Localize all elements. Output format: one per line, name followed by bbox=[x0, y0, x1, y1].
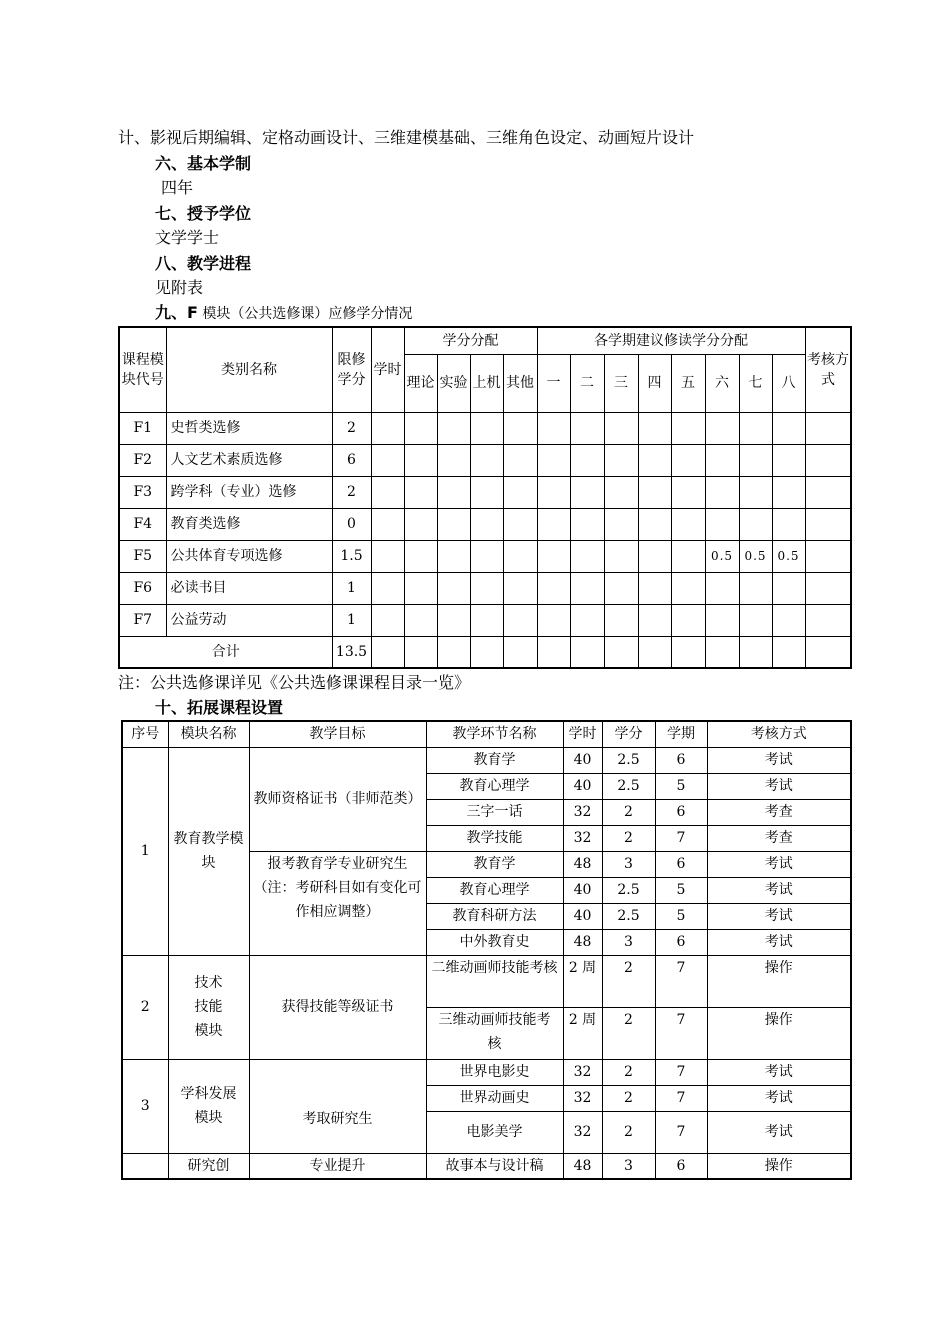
table-row bbox=[122, 1153, 851, 1179]
section-6-body: 四年 bbox=[161, 178, 194, 197]
row-credit: 2.5 bbox=[602, 903, 655, 929]
header-semester-4: 四 bbox=[638, 354, 671, 412]
row-exam: 考试 bbox=[707, 851, 851, 877]
row-name: 人文艺术素质选修 bbox=[166, 444, 332, 476]
row-term: 6 bbox=[655, 747, 707, 773]
group-3-goal: 考取研究生 bbox=[249, 1059, 426, 1153]
row-link-name: 教育心理学 bbox=[426, 773, 563, 799]
table-row bbox=[122, 955, 851, 1007]
group-2-no: 2 bbox=[122, 955, 168, 1059]
row-term: 5 bbox=[655, 773, 707, 799]
intro-continuation: 计、影视后期编辑、定格动画设计、三维建模基础、三维角色设定、动画短片设计 bbox=[118, 128, 695, 147]
row-hours: 48 bbox=[563, 1153, 602, 1179]
row-hours: 40 bbox=[563, 903, 602, 929]
row-hours: 32 bbox=[563, 1085, 602, 1111]
table-row bbox=[119, 444, 851, 476]
row-link-name: 电影美学 bbox=[426, 1111, 563, 1153]
table-row bbox=[122, 747, 851, 773]
row-credit: 1 bbox=[332, 604, 371, 636]
row-link-name: 三字一话 bbox=[426, 799, 563, 825]
row-hours: 2 周 bbox=[563, 955, 602, 1007]
row-link-name: 中外教育史 bbox=[426, 929, 563, 955]
row-term: 6 bbox=[655, 1153, 707, 1179]
row-credit: 3 bbox=[602, 929, 655, 955]
row-exam: 考试 bbox=[707, 1085, 851, 1111]
header-other: 其他 bbox=[503, 354, 537, 412]
row-credit: 2.5 bbox=[602, 773, 655, 799]
row-link-name: 教育学 bbox=[426, 851, 563, 877]
header-exam-method: 考核方式 bbox=[805, 327, 851, 412]
group-2-goal: 获得技能等级证书 bbox=[249, 955, 426, 1059]
row-exam: 操作 bbox=[707, 1153, 851, 1179]
group-4-no bbox=[122, 1153, 168, 1179]
row-hours: 48 bbox=[563, 851, 602, 877]
row-link-name: 教学技能 bbox=[426, 825, 563, 851]
group-3-module: 学科发展模块 bbox=[168, 1059, 249, 1153]
row-credit: 2 bbox=[332, 476, 371, 508]
row-credit: 2 bbox=[602, 1059, 655, 1085]
row-link-name: 二维动画师技能考核 bbox=[426, 955, 563, 1007]
row-code: F6 bbox=[119, 572, 166, 604]
header-semester-1: 一 bbox=[537, 354, 570, 412]
group-1-goal-a: 教师资格证书（非师范类） bbox=[249, 747, 426, 851]
row-hours: 32 bbox=[563, 799, 602, 825]
section-9-rest: 模块（公共选修课）应修学分情况 bbox=[197, 306, 413, 322]
group-4-module: 研究创 bbox=[168, 1153, 249, 1179]
total-row bbox=[119, 636, 851, 668]
row-term: 6 bbox=[655, 799, 707, 825]
row-code: F4 bbox=[119, 508, 166, 540]
header-required-credit: 限修学分 bbox=[332, 327, 371, 412]
row-semester-6: 0.5 bbox=[739, 540, 772, 572]
row-name: 史哲类选修 bbox=[166, 412, 332, 444]
table-row bbox=[119, 508, 851, 540]
row-link-name: 世界电影史 bbox=[426, 1059, 563, 1085]
row-hours: 32 bbox=[563, 825, 602, 851]
group-4-goal: 专业提升 bbox=[249, 1153, 426, 1179]
header-semester-6: 六 bbox=[705, 354, 739, 412]
section-7-title: 七、授予学位 bbox=[155, 204, 252, 223]
header-exam: 考核方式 bbox=[707, 721, 851, 747]
section-7-body: 文学学士 bbox=[155, 228, 220, 247]
row-semester-7: 0.5 bbox=[772, 540, 805, 572]
extension-course-table bbox=[121, 720, 852, 1180]
header-credit-distribution: 学分分配 bbox=[404, 327, 537, 354]
total-value: 13.5 bbox=[332, 636, 371, 668]
f-module-credit-table bbox=[118, 326, 852, 669]
row-hours: 40 bbox=[563, 773, 602, 799]
row-link-name: 故事本与设计稿 bbox=[426, 1153, 563, 1179]
group-3-no: 3 bbox=[122, 1059, 168, 1153]
row-exam: 考试 bbox=[707, 1111, 851, 1153]
row-credit: 2 bbox=[602, 825, 655, 851]
row-hours: 32 bbox=[563, 1059, 602, 1085]
section-6-title: 六、基本学制 bbox=[155, 154, 252, 173]
group-1-module: 教育教学模块 bbox=[168, 747, 249, 955]
row-exam: 考试 bbox=[707, 877, 851, 903]
row-term: 6 bbox=[655, 851, 707, 877]
row-hours: 32 bbox=[563, 1111, 602, 1153]
row-exam: 考试 bbox=[707, 747, 851, 773]
section-8-body: 见附表 bbox=[155, 278, 204, 297]
row-term: 5 bbox=[655, 903, 707, 929]
group-1-goal-b: 报考教育学专业研究生（注：考研科目如有变化可作相应调整） bbox=[249, 851, 426, 955]
header-semester-distribution: 各学期建议修读学分分配 bbox=[537, 327, 805, 354]
row-term: 7 bbox=[655, 825, 707, 851]
header-term: 学期 bbox=[655, 721, 707, 747]
row-credit: 2 bbox=[602, 799, 655, 825]
row-code: F3 bbox=[119, 476, 166, 508]
header-machine: 上机 bbox=[470, 354, 503, 412]
table-row bbox=[122, 1059, 851, 1085]
section-10-title: 十、拓展课程设置 bbox=[155, 698, 284, 717]
header-hours: 学时 bbox=[371, 327, 404, 412]
header-theory: 理论 bbox=[404, 354, 437, 412]
row-exam: 考查 bbox=[707, 799, 851, 825]
group-2-module: 技术技能模块 bbox=[168, 955, 249, 1059]
header-semester-7: 七 bbox=[739, 354, 772, 412]
header-semester-8: 八 bbox=[772, 354, 805, 412]
row-term: 7 bbox=[655, 1085, 707, 1111]
header-goal: 教学目标 bbox=[249, 721, 426, 747]
row-term: 7 bbox=[655, 1111, 707, 1153]
row-hours: 40 bbox=[563, 747, 602, 773]
group-1-no: 1 bbox=[122, 747, 168, 955]
row-hours: 40 bbox=[563, 877, 602, 903]
row-credit: 2.5 bbox=[602, 747, 655, 773]
table-row bbox=[119, 572, 851, 604]
row-exam: 考试 bbox=[707, 903, 851, 929]
section-9-prefix: 九、F bbox=[155, 303, 198, 322]
row-code: F7 bbox=[119, 604, 166, 636]
row-term: 5 bbox=[655, 877, 707, 903]
row-name: 教育类选修 bbox=[166, 508, 332, 540]
header-credit: 学分 bbox=[602, 721, 655, 747]
row-code: F2 bbox=[119, 444, 166, 476]
header-link-name: 教学环节名称 bbox=[426, 721, 563, 747]
section-9-title bbox=[155, 303, 412, 324]
row-credit: 2 bbox=[602, 955, 655, 1007]
header-category-name: 类别名称 bbox=[166, 327, 332, 412]
row-name: 必读书目 bbox=[166, 572, 332, 604]
row-exam: 考试 bbox=[707, 1059, 851, 1085]
row-credit: 2 bbox=[602, 1111, 655, 1153]
header-semester-5: 五 bbox=[671, 354, 705, 412]
row-semester-5: 0.5 bbox=[705, 540, 739, 572]
row-name: 公共体育专项选修 bbox=[166, 540, 332, 572]
row-credit: 3 bbox=[602, 1153, 655, 1179]
row-code: F5 bbox=[119, 540, 166, 572]
row-credit: 2 bbox=[602, 1085, 655, 1111]
row-term: 6 bbox=[655, 929, 707, 955]
row-credit: 2 bbox=[332, 412, 371, 444]
header-module-code: 课程模块代号 bbox=[119, 327, 166, 412]
row-hours: 2 周 bbox=[563, 1007, 602, 1059]
header-module: 模块名称 bbox=[168, 721, 249, 747]
row-term: 7 bbox=[655, 955, 707, 1007]
row-credit: 0 bbox=[332, 508, 371, 540]
row-exam: 考查 bbox=[707, 825, 851, 851]
table-row bbox=[119, 476, 851, 508]
row-term: 7 bbox=[655, 1059, 707, 1085]
row-link-name: 教育学 bbox=[426, 747, 563, 773]
total-label: 合计 bbox=[119, 636, 332, 668]
row-hours: 48 bbox=[563, 929, 602, 955]
row-credit: 6 bbox=[332, 444, 371, 476]
row-credit: 1 bbox=[332, 572, 371, 604]
section-8-title: 八、教学进程 bbox=[155, 254, 252, 273]
row-link-name: 世界动画史 bbox=[426, 1085, 563, 1111]
header-semester-2: 二 bbox=[570, 354, 604, 412]
row-exam: 操作 bbox=[707, 955, 851, 1007]
table-row bbox=[119, 540, 851, 572]
row-exam: 考试 bbox=[707, 773, 851, 799]
row-credit: 2 bbox=[602, 1007, 655, 1059]
row-credit: 3 bbox=[602, 851, 655, 877]
row-exam: 操作 bbox=[707, 1007, 851, 1059]
note: 注：公共选修课详见《公共选修课课程目录一览》 bbox=[118, 673, 471, 692]
row-term: 7 bbox=[655, 1007, 707, 1059]
header-experiment: 实验 bbox=[437, 354, 470, 412]
row-name: 公益劳动 bbox=[166, 604, 332, 636]
row-code: F1 bbox=[119, 412, 166, 444]
row-link-name: 教育心理学 bbox=[426, 877, 563, 903]
header-no: 序号 bbox=[122, 721, 168, 747]
row-exam: 考试 bbox=[707, 929, 851, 955]
table-row bbox=[119, 604, 851, 636]
header-semester-3: 三 bbox=[604, 354, 638, 412]
row-credit: 1.5 bbox=[332, 540, 371, 572]
row-name: 跨学科（专业）选修 bbox=[166, 476, 332, 508]
table-row bbox=[119, 412, 851, 444]
row-link-name: 教育科研方法 bbox=[426, 903, 563, 929]
header-hours: 学时 bbox=[563, 721, 602, 747]
row-link-name: 三维动画师技能考核 bbox=[426, 1007, 563, 1059]
row-credit: 2.5 bbox=[602, 877, 655, 903]
